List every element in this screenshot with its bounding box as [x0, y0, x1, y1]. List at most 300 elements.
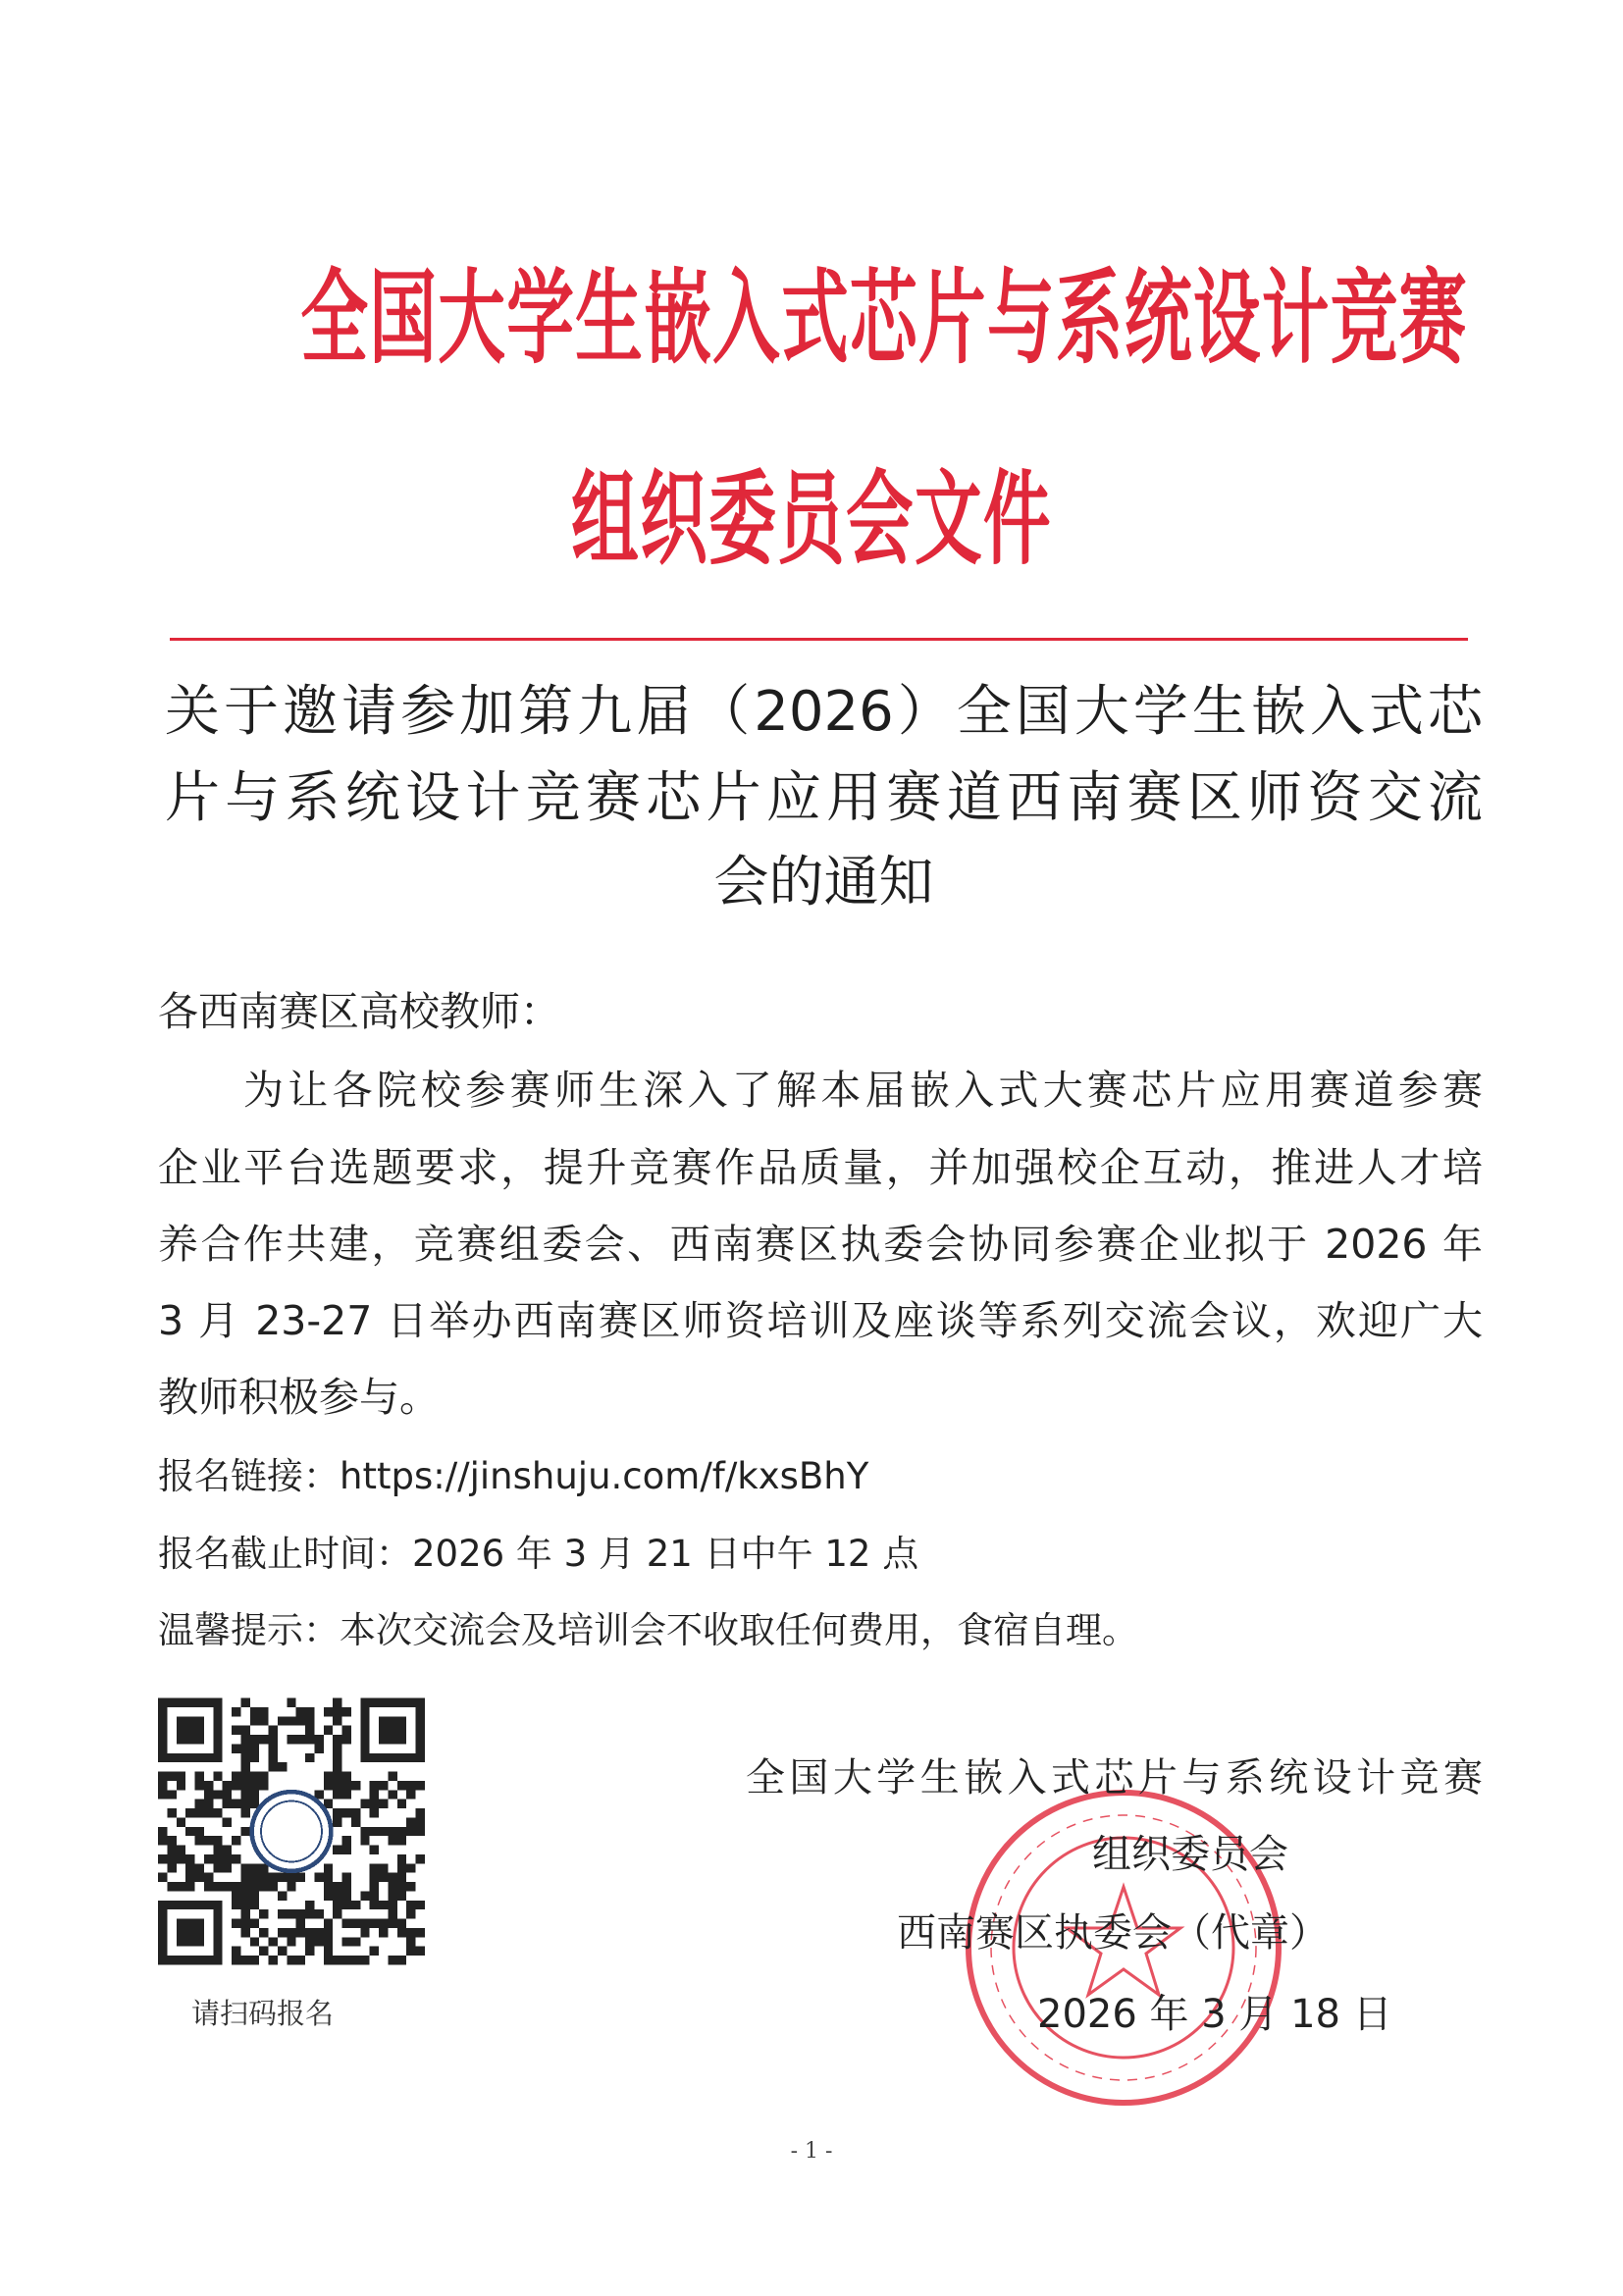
qr-module — [370, 1781, 379, 1790]
org-header-text: 组织委员会文件 — [571, 459, 1052, 579]
qr-module — [259, 1873, 268, 1882]
qr-module — [351, 1956, 360, 1964]
qr-caption: 请扫码报名 — [191, 1997, 335, 2030]
qr-module — [416, 1854, 425, 1863]
page-number: - 1 - — [790, 2139, 833, 2164]
qr-module — [406, 1928, 415, 1937]
qr-module — [379, 1873, 388, 1882]
qr-module — [342, 1891, 351, 1900]
qr-module — [177, 1781, 185, 1790]
qr-module — [195, 1772, 204, 1781]
qr-module — [269, 1762, 278, 1771]
qr-module — [232, 1947, 240, 1956]
qr-module — [240, 1882, 249, 1891]
qr-module — [223, 1846, 232, 1854]
qr-module — [296, 1873, 305, 1882]
qr-module — [379, 1800, 388, 1808]
qr-module — [213, 1882, 222, 1891]
qr-module — [333, 1781, 341, 1790]
qr-module — [397, 1873, 406, 1882]
qr-module — [250, 1863, 259, 1872]
qr-module — [250, 1707, 259, 1716]
qr-module — [167, 1863, 176, 1872]
qr-module — [167, 1836, 176, 1845]
qr-module — [269, 1882, 278, 1891]
qr-module — [379, 1901, 388, 1909]
qr-module — [305, 1928, 314, 1937]
qr-module — [240, 1909, 249, 1918]
qr-module — [314, 1744, 323, 1752]
qr-module — [397, 1781, 406, 1790]
notice-title-line1: 关于邀请参加第九届（2026）全国大学生嵌入式芯 — [165, 680, 1483, 744]
signature-date: 2026 年 3 月 18 日 — [1037, 1992, 1392, 2037]
body-line: 养合作共建，竞赛组委会、西南赛区执委会协同参赛企业拟于 2026 年 — [158, 1221, 1483, 1268]
qr-module — [296, 1956, 305, 1964]
qr-module — [185, 1863, 194, 1872]
qr-module — [333, 1762, 341, 1771]
qr-module — [195, 1808, 204, 1817]
qr-module — [360, 1800, 369, 1808]
qr-module — [305, 1753, 314, 1762]
qr-module — [360, 1827, 369, 1836]
notice-title-line2: 片与系统设计竞赛芯片应用赛道西南赛区师资交流 — [165, 766, 1483, 830]
qr-module — [370, 1808, 379, 1817]
qr-module — [287, 1873, 295, 1882]
qr-module — [342, 1873, 351, 1882]
qr-module — [240, 1873, 249, 1882]
qr-module — [177, 1854, 185, 1863]
qr-module — [250, 1937, 259, 1946]
qr-module — [259, 1781, 268, 1790]
qr-module — [314, 1937, 323, 1946]
qr-module — [195, 1836, 204, 1845]
qr-module — [351, 1781, 360, 1790]
qr-module — [287, 1928, 295, 1937]
qr-module — [324, 1873, 333, 1882]
qr-module — [305, 1735, 314, 1744]
qr-module — [397, 1956, 406, 1964]
qr-module — [167, 1854, 176, 1863]
qr-module — [223, 1817, 232, 1826]
qr-module — [342, 1735, 351, 1744]
qr-module — [250, 1882, 259, 1891]
qr-module — [324, 1891, 333, 1900]
qr-module — [240, 1956, 249, 1964]
qr-module — [324, 1863, 333, 1872]
qr-module — [379, 1827, 388, 1836]
org-header-text: 全国大学生嵌入式芯片与系统设计竞赛 — [300, 258, 1468, 378]
qr-module — [333, 1716, 341, 1725]
qr-module — [388, 1909, 396, 1918]
qr-module — [269, 1735, 278, 1744]
qr-module — [250, 1781, 259, 1790]
qr-module — [223, 1800, 232, 1808]
qr-module — [406, 1790, 415, 1799]
qr-module — [287, 1735, 295, 1744]
qr-module — [177, 1817, 185, 1826]
qr-module — [213, 1790, 222, 1799]
qr-module — [240, 1863, 249, 1872]
qr-module — [269, 1753, 278, 1762]
qr-module — [167, 1882, 176, 1891]
qr-module — [416, 1781, 425, 1790]
qr-module — [333, 1846, 341, 1854]
qr-module — [259, 1735, 268, 1744]
qr-module — [342, 1808, 351, 1817]
qr-module — [333, 1909, 341, 1918]
qr-module — [296, 1928, 305, 1937]
qr-module — [232, 1854, 240, 1863]
qr-module — [158, 1827, 167, 1836]
qr-module — [296, 1909, 305, 1918]
qr-module — [250, 1753, 259, 1762]
qr-module — [269, 1744, 278, 1752]
qr-module — [324, 1726, 333, 1735]
qr-module — [232, 1956, 240, 1964]
qr-module — [397, 1919, 406, 1928]
qr-module — [240, 1827, 249, 1836]
qr-module — [360, 1919, 369, 1928]
qr-module — [388, 1882, 396, 1891]
qr-module — [195, 1863, 204, 1872]
qr-module — [232, 1744, 240, 1752]
qr-module — [324, 1937, 333, 1946]
qr-module — [416, 1901, 425, 1909]
qr-module — [406, 1947, 415, 1956]
qr-module — [232, 1882, 240, 1891]
qr-module — [342, 1901, 351, 1909]
qr-module — [232, 1901, 240, 1909]
qr-module — [370, 1919, 379, 1928]
qr-center-logo — [252, 1792, 332, 1871]
registration-qr-code[interactable] — [158, 1697, 425, 1965]
registration-link[interactable]: 报名链接：https://jinshuju.com/f/kxsBhY — [158, 1455, 869, 1497]
qr-module — [333, 1882, 341, 1891]
qr-module — [287, 1937, 295, 1946]
qr-module — [259, 1882, 268, 1891]
qr-module — [250, 1744, 259, 1752]
qr-module — [342, 1836, 351, 1845]
qr-module — [287, 1909, 295, 1918]
qr-module — [250, 1735, 259, 1744]
qr-module — [185, 1882, 194, 1891]
qr-module — [278, 1762, 287, 1771]
qr-module — [213, 1808, 222, 1817]
qr-module — [240, 1735, 249, 1744]
qr-module — [406, 1882, 415, 1891]
qr-module — [342, 1937, 351, 1946]
qr-module — [333, 1808, 341, 1817]
qr-module — [351, 1808, 360, 1817]
qr-module — [296, 1716, 305, 1725]
qr-module — [177, 1772, 185, 1781]
qr-module — [259, 1772, 268, 1781]
qr-module — [296, 1707, 305, 1716]
qr-module — [232, 1891, 240, 1900]
qr-module — [397, 1891, 406, 1900]
qr-module — [232, 1726, 240, 1735]
qr-module — [167, 1808, 176, 1817]
qr-module — [351, 1919, 360, 1928]
qr-module — [314, 1735, 323, 1744]
qr-module — [342, 1707, 351, 1716]
qr-module — [351, 1937, 360, 1946]
qr-module — [240, 1726, 249, 1735]
qr-module — [397, 1836, 406, 1845]
qr-module — [259, 1716, 268, 1725]
qr-module — [324, 1928, 333, 1937]
qr-module — [406, 1827, 415, 1836]
qr-module — [370, 1901, 379, 1909]
qr-module — [167, 1772, 176, 1781]
qr-module — [406, 1937, 415, 1946]
salutation: 各西南赛区高校教师： — [158, 988, 560, 1035]
qr-module — [240, 1698, 249, 1707]
qr-module — [416, 1827, 425, 1836]
qr-module — [416, 1947, 425, 1956]
qr-module — [370, 1800, 379, 1808]
qr-module — [223, 1781, 232, 1790]
qr-module — [223, 1863, 232, 1872]
qr-module — [232, 1800, 240, 1808]
qr-module — [195, 1827, 204, 1836]
qr-module — [370, 1790, 379, 1799]
qr-module — [278, 1891, 287, 1900]
qr-module — [305, 1937, 314, 1946]
qr-module — [158, 1873, 167, 1882]
qr-module — [370, 1863, 379, 1872]
qr-module — [232, 1772, 240, 1781]
body-line: 企业平台选题要求，提升竞赛作品质量，并加强校企互动，推进人才培 — [158, 1144, 1483, 1191]
qr-module — [388, 1790, 396, 1799]
qr-module — [333, 1790, 341, 1799]
qr-module — [185, 1873, 194, 1882]
qr-module — [204, 1854, 213, 1863]
qr-module — [388, 1919, 396, 1928]
qr-module — [388, 1772, 396, 1781]
qr-module — [342, 1790, 351, 1799]
qr-module — [185, 1808, 194, 1817]
qr-module — [250, 1956, 259, 1964]
qr-module — [388, 1827, 396, 1836]
qr-module — [177, 1846, 185, 1854]
qr-module — [213, 1846, 222, 1854]
qr-module — [287, 1698, 295, 1707]
qr-module — [195, 1781, 204, 1790]
qr-module — [379, 1781, 388, 1790]
qr-module — [416, 1817, 425, 1826]
qr-module — [213, 1772, 222, 1781]
qr-module — [240, 1928, 249, 1937]
qr-module — [158, 1854, 167, 1863]
qr-module — [324, 1707, 333, 1716]
qr-module — [388, 1891, 396, 1900]
qr-module — [240, 1808, 249, 1817]
qr-module — [370, 1846, 379, 1854]
qr-module — [305, 1707, 314, 1716]
qr-module — [296, 1919, 305, 1928]
qr-module — [342, 1882, 351, 1891]
qr-module — [370, 1891, 379, 1900]
qr-module — [360, 1956, 369, 1964]
signature-regional: 西南赛区执委会（代章） — [897, 1910, 1329, 1956]
qr-module — [240, 1744, 249, 1752]
qr-module — [269, 1873, 278, 1882]
qr-module — [259, 1947, 268, 1956]
qr-module — [250, 1716, 259, 1725]
qr-module — [406, 1909, 415, 1918]
qr-module — [177, 1882, 185, 1891]
qr-module — [213, 1836, 222, 1845]
qr-module — [185, 1854, 194, 1863]
qr-module — [223, 1854, 232, 1863]
signature-committee: 组织委员会 — [1092, 1832, 1288, 1877]
qr-module — [406, 1781, 415, 1790]
qr-module — [406, 1901, 415, 1909]
registration-deadline: 报名截止时间：2026 年 3 月 21 日中午 12 点 — [158, 1533, 919, 1575]
qr-module — [240, 1891, 249, 1900]
qr-module — [370, 1827, 379, 1836]
qr-module — [250, 1873, 259, 1882]
qr-module — [351, 1817, 360, 1826]
qr-module — [397, 1928, 406, 1937]
qr-module — [360, 1836, 369, 1845]
qr-module — [324, 1781, 333, 1790]
qr-module — [360, 1891, 369, 1900]
qr-module — [250, 1891, 259, 1900]
qr-module — [333, 1753, 341, 1762]
qr-module — [167, 1790, 176, 1799]
qr-module — [324, 1882, 333, 1891]
qr-module — [379, 1919, 388, 1928]
qr-module — [397, 1854, 406, 1863]
qr-module — [204, 1790, 213, 1799]
qr-module — [324, 1919, 333, 1928]
qr-module — [195, 1800, 204, 1808]
qr-module — [314, 1928, 323, 1937]
qr-module — [204, 1781, 213, 1790]
org-header-line1 — [0, 258, 1623, 378]
qr-module — [342, 1956, 351, 1964]
qr-module — [360, 1928, 369, 1937]
qr-module — [240, 1800, 249, 1808]
qr-module — [232, 1781, 240, 1790]
qr-module — [204, 1800, 213, 1808]
qr-module — [342, 1781, 351, 1790]
qr-module — [305, 1726, 314, 1735]
qr-module — [278, 1873, 287, 1882]
qr-module — [250, 1790, 259, 1799]
qr-module — [370, 1947, 379, 1956]
qr-module — [287, 1716, 295, 1725]
qr-module — [296, 1735, 305, 1744]
qr-module — [305, 1947, 314, 1956]
qr-module — [342, 1726, 351, 1735]
qr-module — [259, 1707, 268, 1716]
qr-module — [240, 1772, 249, 1781]
qr-module — [397, 1882, 406, 1891]
qr-module — [240, 1753, 249, 1762]
qr-module — [250, 1901, 259, 1909]
qr-module — [185, 1827, 194, 1836]
qr-module — [269, 1956, 278, 1964]
qr-module — [333, 1956, 341, 1964]
qr-module — [333, 1891, 341, 1900]
qr-module — [158, 1836, 167, 1845]
qr-module — [287, 1882, 295, 1891]
qr-module — [250, 1919, 259, 1928]
red-divider — [170, 638, 1468, 641]
qr-module — [388, 1956, 396, 1964]
qr-module — [406, 1817, 415, 1826]
qr-module — [342, 1772, 351, 1781]
qr-module — [204, 1882, 213, 1891]
qr-module — [397, 1800, 406, 1808]
qr-module — [324, 1956, 333, 1964]
qr-module — [379, 1928, 388, 1937]
qr-module — [388, 1836, 396, 1845]
qr-module — [240, 1790, 249, 1799]
qr-module — [342, 1919, 351, 1928]
qr-module — [195, 1873, 204, 1882]
body-line: 教师积极参与。 — [158, 1374, 440, 1421]
qr-module — [324, 1772, 333, 1781]
qr-module — [223, 1790, 232, 1799]
qr-module — [259, 1909, 268, 1918]
qr-module — [314, 1909, 323, 1918]
qr-module — [287, 1956, 295, 1964]
qr-module — [240, 1762, 249, 1771]
qr-module — [351, 1901, 360, 1909]
qr-module — [370, 1882, 379, 1891]
qr-module — [269, 1937, 278, 1946]
qr-module — [333, 1735, 341, 1744]
qr-module — [278, 1947, 287, 1956]
qr-module — [232, 1836, 240, 1845]
qr-module — [213, 1854, 222, 1863]
qr-module — [240, 1919, 249, 1928]
qr-module — [232, 1707, 240, 1716]
qr-module — [416, 1808, 425, 1817]
qr-module — [240, 1781, 249, 1790]
qr-module — [333, 1707, 341, 1716]
body-line: 3 月 23-27 日举办西南赛区师资培训及座谈等系列交流会议，欢迎广大 — [158, 1297, 1483, 1344]
qr-module — [305, 1909, 314, 1918]
qr-module — [305, 1716, 314, 1725]
qr-module — [416, 1928, 425, 1937]
qr-module — [278, 1716, 287, 1725]
qr-module — [240, 1901, 249, 1909]
qr-module — [314, 1873, 323, 1882]
qr-module — [333, 1772, 341, 1781]
qr-module — [223, 1882, 232, 1891]
qr-module — [333, 1698, 341, 1707]
qr-module — [333, 1817, 341, 1826]
qr-module — [379, 1863, 388, 1872]
qr-module — [333, 1901, 341, 1909]
qr-module — [250, 1772, 259, 1781]
qr-module — [204, 1808, 213, 1817]
qr-module — [269, 1726, 278, 1735]
qr-module — [259, 1928, 268, 1937]
qr-module — [406, 1863, 415, 1872]
qr-module — [158, 1781, 167, 1790]
qr-module — [370, 1873, 379, 1882]
qr-module — [204, 1836, 213, 1845]
qr-module — [305, 1901, 314, 1909]
qr-module — [278, 1909, 287, 1918]
qr-module — [278, 1928, 287, 1937]
